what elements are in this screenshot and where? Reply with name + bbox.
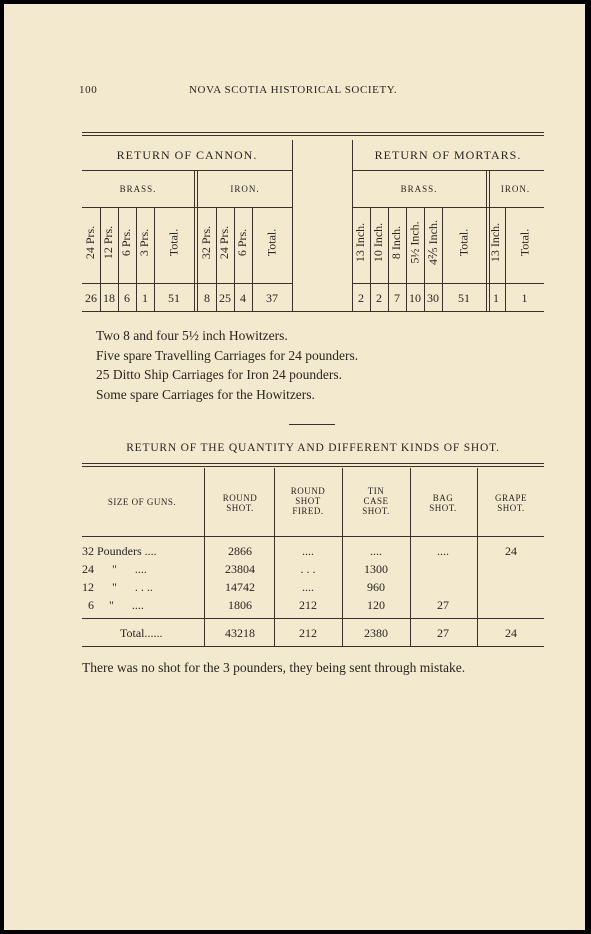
total-4-2-5-inch: 30 — [427, 291, 439, 305]
total-bag: 27 — [437, 626, 449, 640]
header-label: 13 Inch. — [488, 222, 503, 263]
header-label: 10 Inch. — [371, 222, 386, 263]
col-iron-total — [252, 210, 292, 275]
header-label: 12 Prs. — [101, 225, 116, 260]
col-mortar-iron-total — [505, 210, 544, 275]
col-24-prs — [82, 210, 100, 275]
total-tin-case: 2380 — [364, 626, 388, 640]
col-iron-24-prs — [216, 210, 234, 275]
mortars-brass-title: BRASS. — [400, 184, 438, 194]
header-label: 5½ Inch. — [407, 221, 422, 264]
total-iron-6-prs: 4 — [240, 291, 246, 305]
cell-round-shot-fired: . . . — [300, 562, 316, 576]
mortars-title: RETURN OF MORTARS. — [374, 148, 522, 162]
divider — [352, 283, 544, 284]
col-divider — [352, 140, 353, 311]
header-line: GRAPE — [494, 493, 527, 503]
header-line: SHOT. — [226, 503, 254, 513]
header-label: 3 Prs. — [137, 228, 152, 257]
total-round-shot-fired: 212 — [299, 626, 317, 640]
header-label: Total. — [264, 228, 279, 257]
total-32-prs: 8 — [204, 291, 210, 305]
divider — [82, 207, 292, 208]
total-grape: 24 — [505, 626, 517, 640]
col-10-inch — [370, 210, 388, 275]
header-label: Total. — [456, 228, 471, 257]
col-divider — [486, 170, 487, 311]
header-label: 4⅖ Inch. — [425, 220, 440, 265]
total-24-prs: 26 — [85, 291, 97, 305]
bottom-rule — [82, 646, 544, 647]
cell-round-shot: 1806 — [228, 598, 252, 612]
header-label: Total. — [517, 228, 531, 257]
total-label: Total...... — [120, 626, 163, 640]
col-6-prs — [118, 210, 136, 275]
cell-round-shot-fired: .... — [302, 544, 314, 558]
col-divider — [204, 468, 205, 646]
note-line: Some spare Carriages for the Howitzers. — [96, 386, 315, 402]
hdr-bag-shot — [410, 493, 476, 513]
cell-tin-case: 1300 — [364, 562, 388, 576]
page — [4, 4, 585, 930]
note-line: Five spare Travelling Carriages for 24 pounders. — [96, 347, 359, 363]
divider — [82, 618, 544, 619]
cell-grape: 24 — [505, 544, 517, 558]
closing-paragraph: There was no shot for the 3 pounders, they being sent through mistake. — [82, 660, 466, 675]
divider — [82, 536, 544, 537]
total-iron-13-inch: 1 — [493, 291, 499, 305]
total-6-prs: 6 — [124, 291, 130, 305]
total-iron-24-prs: 25 — [219, 291, 231, 305]
col-8-inch — [388, 210, 406, 275]
header-line: SHOT — [295, 496, 321, 506]
col-32-prs — [198, 210, 216, 275]
cannon-brass-title: BRASS. — [119, 184, 157, 194]
header-line: SHOT. — [429, 503, 457, 513]
total-12-prs: 18 — [103, 291, 115, 305]
cell-bag: .... — [437, 544, 449, 558]
cannon-iron-title: IRON. — [230, 184, 260, 194]
col-divider — [489, 170, 490, 311]
col-divider — [292, 140, 293, 311]
total-10-inch: 2 — [376, 291, 382, 305]
hdr-grape-shot — [478, 493, 544, 513]
header-label: 13 Inch. — [353, 222, 368, 263]
header-line: TIN — [367, 486, 385, 496]
cell-tin-case: 120 — [367, 598, 385, 612]
note-line: 25 Ditto Ship Carriages for Iron 24 pounders. — [96, 367, 342, 382]
hdr-round-shot-fired — [274, 486, 342, 516]
header-label: Total. — [166, 228, 181, 257]
col-brass-total — [154, 210, 194, 275]
total-mortar-brass: 51 — [458, 291, 470, 305]
bottom-rule — [82, 311, 544, 312]
row-label: 6 " .... — [82, 598, 144, 612]
cell-round-shot: 14742 — [225, 580, 255, 594]
col-3-prs — [136, 210, 154, 275]
header-line: SHOT. — [497, 503, 525, 513]
hdr-tin-case-shot — [342, 486, 410, 516]
col-4-2-5-inch — [424, 210, 442, 275]
divider — [352, 170, 544, 171]
col-12-prs — [100, 210, 118, 275]
cell-bag: 27 — [437, 598, 449, 612]
header-label: 24 Prs. — [217, 225, 232, 260]
divider — [82, 170, 292, 171]
cell-round-shot: 2866 — [228, 544, 252, 558]
total-round-shot: 43218 — [225, 626, 255, 640]
mortars-iron-title: IRON. — [500, 184, 531, 194]
cannon-title: RETURN OF CANNON. — [116, 148, 258, 162]
header-line: FIRED. — [292, 506, 324, 516]
col-13-inch — [352, 210, 370, 275]
total-mortar-iron: 1 — [521, 291, 528, 305]
section-divider — [289, 424, 335, 425]
cell-tin-case: .... — [370, 544, 382, 558]
total-8-inch: 7 — [394, 291, 400, 305]
header-label: 24 Prs. — [83, 225, 98, 260]
running-title: NOVA SCOTIA HISTORICAL SOCIETY. — [189, 84, 398, 96]
row-label: 24 " .... — [82, 562, 147, 576]
header-label: 8 Inch. — [389, 225, 404, 260]
shot-table — [82, 460, 544, 650]
divider — [352, 207, 544, 208]
total-5-half-inch: 10 — [409, 291, 421, 305]
divider — [82, 283, 292, 284]
col-5-half-inch — [406, 210, 424, 275]
col-mortar-brass-total — [442, 210, 486, 275]
header-line: BAG — [432, 493, 454, 503]
shot-table-title: RETURN OF THE QUANTITY AND DIFFERENT KINDS OF SHOT. — [126, 442, 500, 454]
page-number: 100 — [79, 84, 98, 96]
hdr-size-of-guns: SIZE OF GUNS. — [107, 497, 177, 507]
cell-round-shot-fired: .... — [302, 580, 314, 594]
row-label: 12 " . . .. — [82, 580, 153, 594]
header-line: SHOT. — [362, 506, 390, 516]
total-3-prs: 1 — [142, 291, 148, 305]
col-iron-6-prs — [234, 210, 252, 275]
header-label: 6 Prs. — [119, 228, 134, 257]
total-iron: 37 — [266, 291, 278, 305]
header-label: 6 Prs. — [235, 228, 250, 257]
col-divider — [197, 170, 198, 311]
header-line: ROUND — [222, 493, 258, 503]
note-line: Two 8 and four 5½ inch Howitzers. — [96, 328, 288, 343]
top-rule — [82, 132, 544, 133]
hdr-round-shot — [206, 493, 274, 513]
col-divider — [194, 170, 195, 311]
header-label: 32 Prs. — [199, 225, 214, 260]
cell-round-shot: 23804 — [225, 562, 255, 576]
notes — [96, 326, 358, 404]
total-brass: 51 — [168, 291, 180, 305]
top-rule-2 — [82, 135, 544, 136]
cell-round-shot-fired: 212 — [299, 598, 317, 612]
header-line: CASE — [363, 496, 389, 506]
total-13-inch: 2 — [358, 291, 364, 305]
header-line: ROUND — [290, 486, 326, 496]
row-label: 32 Pounders .... — [82, 544, 157, 558]
cell-tin-case: 960 — [367, 580, 385, 594]
